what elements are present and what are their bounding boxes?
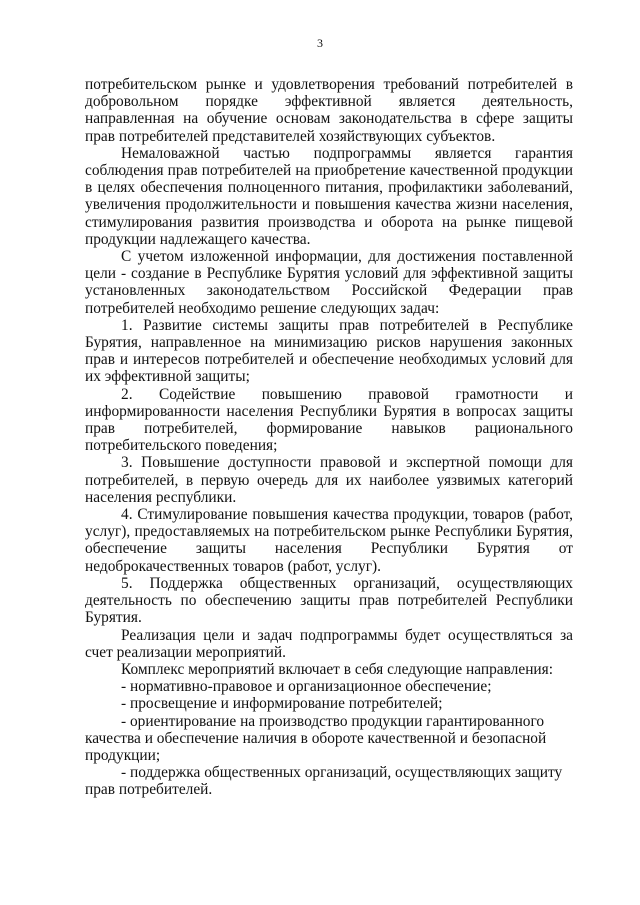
measure-item-education: - просвещение и информирование потребителей; [121,695,443,713]
measure-item-quality-production: - ориентирование на производство продукции гарантированного качества и обеспечение наличия в обороте качественной и безопасной продукции; [85,712,547,764]
task-item-1: 1. Развитие системы защиты прав потребителей в Республике Бурятия, направленное на минимизацию рисков нарушения законных прав и интересов потребителей и обеспечение необходимых условий для их эффективной защиты; [85,316,573,386]
task-item-2: 2. Содействие повышению правовой грамотности и информированности населения Республики Бурятия в вопросах защиты прав потребителей, формирование навыков рационального потребительского поведения; [85,385,573,455]
measure-item-public-organizations: - поддержка общественных организаций, осуществляющих защиту прав потребителей. [85,764,563,799]
measure-item-regulatory: - нормативно-правовое и организационное обеспечение; [121,678,492,696]
task-item-5: 5. Поддержка общественных организаций, осуществляющих деятельность по обеспечению защиты прав потребителей Республики Бурятия. [85,574,573,627]
task-item-4: 4. Стимулирование повышения качества продукции, товаров (работ, услуг), предоставляемых на потребительском рынке Республики Бурятия, обеспечение защиты населения Республики Бурятия от недоброкачественных товаров (работ, услуг). [85,506,573,575]
paragraph-intro-continuation: потребительском рынке и удовлетворения требований потребителей в добровольном порядке эффективной является деятельность, направленная на обучение основам законодательства в сфере защиты прав потребителей представителей хозяйствующих субъектов. [85,76,573,145]
page-number: 3 [317,36,323,50]
task-item-3: 3. Повышение доступности правовой и экспертной помощи для потребителей, в первую очередь для их наиболее уязвимых категорий населения республики. [85,454,573,506]
paragraph-measures-intro: Комплекс мероприятий включает в себя следующие направления: [121,660,554,678]
paragraph-goal-statement: С учетом изложенной информации, для достижения поставленной цели - создание в Республике Бурятия условий для эффективной защиты установленных законодательством Российской Федерации прав потребителей необходимо решение следующих задач: [85,248,573,317]
paragraph-subprogram-guarantee: Немаловажной частью подпрограммы является гарантия соблюдения прав потребителей на приобретение качественной продукции в целях обеспечения полноценного питания, профилактики заболеваний, увеличения продолжительности и повышения качества жизни населения, стимулирования развития производства и оборота на рынке пищевой продукции надлежащего качества. [85,144,573,248]
paragraph-implementation: Реализация цели и задач подпрограммы будет осуществляться за счет реализации мероприятий. [85,626,573,661]
document-body [85,76,573,799]
